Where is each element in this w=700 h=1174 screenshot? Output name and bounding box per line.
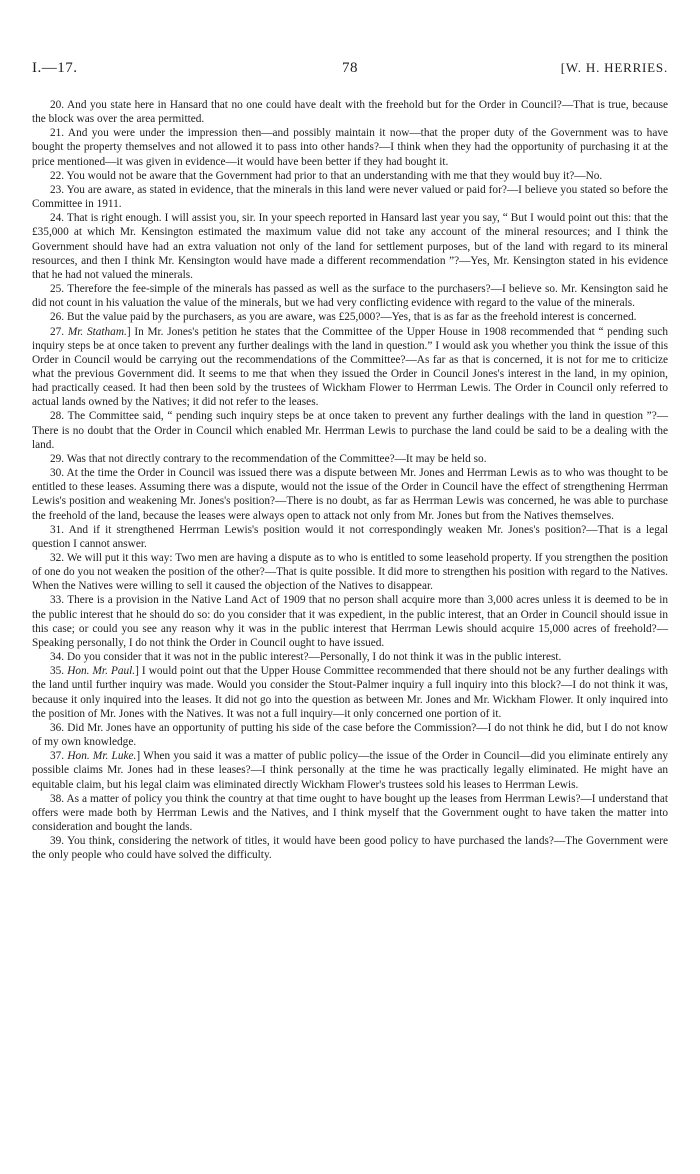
question-paragraph: 37. Hon. Mr. Luke.] When you said it was a matter of public policy—the issue of the Order in Council—did you eliminate entirely any possible claims Mr. Jones had in these leases?—I think personally at the time he was practically legally eliminated. He might have an equitable claim, but his legal claim was eliminated directly Wickham Flower's trustees sold his leases to Herrman Lewis. [32,750,668,791]
question-text: As a matter of policy you think the country at that time ought to have bought up the leases from Herrman Lewis?—I understand that offers were made both by Herrman Lewis and the Natives, and I think myself that the Government ought to have taken the matter into consideration and bought the lands. [32,792,668,833]
question-number: 38. [50,792,65,805]
question-paragraph: 27. Mr. Statham.] In Mr. Jones's petition he states that the Committee of the Upper House in 1908 recommended that “ pending such inquiry steps be at once taken to prevent any further dealings with the land in question.” I would ask you whether you think the issue of this Order in Council would be carrying out the recommendations of the Committee?—As far as that is concerned, it is not for me to criticize what the previous Government did. It seems to me that when they issued the Order in Council Jones's interest in the land, in my opinion, had practically ceased. It had then been sold by the trustees of Wickham Flower to Herrman Lewis. The Order in Council only referred to actual lands owned by the Natives; it did not refer to the leases. [32,325,669,409]
question-number: 33. [50,594,65,607]
question-text: Was that not directly contrary to the recommendation of the Committee?—It may be held so. [66,452,487,465]
page-header [32,60,668,77]
question-paragraph [32,169,668,183]
question-number: 32. [50,552,65,564]
question-number: 36. [50,721,65,734]
question-paragraph [32,650,668,664]
question-number: 24. [50,212,65,225]
question-paragraph [32,792,668,834]
question-number: 22. [50,169,65,182]
document-reference: I.—17. [32,60,78,76]
question-text: You would not be aware that the Government had prior to that an understanding with me that they would buy it?—No. [66,169,603,182]
question-paragraph [32,310,668,324]
question-number: 20. [50,99,65,111]
question-text: Therefore the fee-simple of the minerals has passed as well as the surface to the purchasers?—I believe so. Mr. Kensington said he did not count in his valuation the value of the minerals, but we had very conflicting evidence with regard to the value of the minerals. [32,283,669,310]
question-text: We will put it this way: Two men are having a dispute as to who is entitled to some leasehold property. If you strengthen the position of one do you not weaken the position of the other?—That is quite possible. It did more to strengthen his position with regard to the Natives. When the Natives were willing to sell it caused the objection of the Natives to disappear. [32,552,669,593]
question-text: But the value paid by the purchasers, as you are aware, was £25,000?—Yes, that is as far as the freehold interest is concerned. [66,311,637,324]
question-paragraph [32,452,668,466]
question-paragraph [32,126,668,168]
question-text: At the time the Order in Council was issued there was a dispute between Mr. Jones and Herrman Lewis as to who was thought to be entitled to these leases. Assuming there was a dispute, would not the issue of the Order in Council have the effect of strengthening Herrman Lewis's position and weakening Mr. Jones's position?—There is no doubt, as far as Herrman Lewis was concerned, he was able to purchase the freehold of the land, because the leases were always open to attack not only from Mr. Jones but from the Natives themselves. [32,467,669,522]
question-number: 27. [50,325,65,338]
page-number: 78 [342,60,358,76]
question-number: 23. [50,183,65,196]
question-number: 39. [50,835,65,848]
question-text: And you were under the impression then—and possibly maintain it now—that the proper duty of the Government was to have bought the property themselves and not allowed it to pass into other hands?—I think when they had the opportunity of purchasing it at the price mentioned—it was given in evidence—it would have been better if they had bought it. [32,127,668,168]
question-text: And you state here in Hansard that no one could have dealt with the freehold but for the Order in Council?—That is true, because the block was over the area permitted. [32,99,669,126]
question-paragraph [32,282,668,310]
question-number: 35. [50,665,65,678]
question-text: Do you consider that it was not in the public interest?—Personally, I do not think it was in the public interest. [66,651,562,664]
question-number: 21. [50,127,65,140]
question-paragraph [32,834,668,862]
question-number: 31. [50,523,65,536]
question-paragraph [32,466,668,523]
question-number: 34. [50,651,65,664]
question-number: 37. [50,750,65,763]
speaker-name: Mr. Statham. [67,325,127,338]
question-number: 30. [50,467,65,480]
question-paragraph [32,551,668,593]
question-number: 28. [50,410,65,423]
question-text: In Mr. Jones's petition he states that the Committee of the Upper House in 1908 recommended that “ pending such inquiry steps be at once taken to prevent any further dealings with the land in question.” I would ask you whether you think the issue of this Order in Council would be carrying out the recommendations of the Committee?—As far as that is concerned, it is not for me to criticize what the previous Government did. It seems to me that when they issued the Order in Council Jones's interest in the land, in my opinion, had practically ceased. It had then been sold by the trustees of Wickham Flower to Herrman Lewis. The Order in Council only referred to actual lands owned by the Natives; it did not refer to the leases. [32,325,669,409]
question-text: That is right enough. I will assist you, sir. In your speech reported in Hansard last year you say, “ But I would point out this: that the £35,000 at which Mr. Kensington estimated the maximum value did not take any account of the mineral resources; and I think the Government should have had an extra valuation not only of the land for settlement purposes, but of the land with regard to its mineral resources, and then I think Mr. Kensington would have made a different recommendation ”?—Yes, Mr. Kensington stated in his evidence that he had not valued the minerals. [32,212,668,281]
question-text: And if it strengthened Herrman Lewis's position would it not correspondingly weaken Mr. Jones's position?—That is a legal question I cannot answer. [32,523,668,550]
question-paragraph [32,98,668,126]
question-text: Did Mr. Jones have an opportunity of putting his side of the case before the Commission?—I do not think he did, but I do not know of my own knowledge. [32,721,668,749]
question-text: There is a provision in the Native Land Act of 1909 that no person shall acquire more than 3,000 acres unless it is deemed to be in the public interest that he should do so: do you consider that it was expedient, in the public interest, that an Order in Council should issue in this case; or could you see any reason why it was in the public interest that Herrman Lewis should acquire 15,000 acres of freehold?—Speaking personally, I do not think the Order in Council ought to have issued. [32,594,668,649]
question-number: 29. [50,452,65,465]
question-paragraph [32,721,668,749]
question-paragraph [32,211,668,282]
question-number: 25. [50,283,65,296]
question-text: When you said it was a matter of public policy—the issue of the Order in Council—did you eliminate entirely any possible claims Mr. Jones had in these leases?—I think personally at the time he was practically legally eliminated. He might have an equitable claim, but his legal claim was eliminated directly Wickham Flower's trustees sold his leases to Herrman Lewis. [32,750,668,791]
question-text: You think, considering the network of titles, it would have been good policy to have purchased the lands?—The Government were the only people who could have solved the difficulty. [32,835,668,862]
evidence-body [32,98,668,862]
speaker-name: Hon. Mr. Paul. [67,665,136,678]
question-number: 26. [50,311,65,324]
speaker-name: Hon. Mr. Luke. [67,750,137,763]
document-page [32,60,668,862]
question-paragraph: 35. Hon. Mr. Paul.] I would point out that the Upper House Committee recommended that there should not be any further dealings with the land until further inquiry was made. Would you consider the Stout-Palmer inquiry a full inquiry into this block?—I do not think it was, because it only inquired into the leases. It did not go into the question as between Mr. Jones and Mr. Wickham Flower. It only inquired into the position of Mr. Jones with the Natives. It was not a full inquiry—it only concerned one portion of it. [32,665,669,720]
witness-name: [W. H. HERRIES. [560,60,668,75]
question-paragraph [32,523,668,551]
question-text: You are aware, as stated in evidence, that the minerals in this land were never valued or paid for?—I believe you stated so before the Committee in 1911. [32,183,668,211]
question-paragraph [32,409,668,451]
question-paragraph [32,183,668,211]
question-paragraph [32,593,668,650]
question-text: The Committee said, “ pending such inquiry steps be at once taken to prevent any further dealings with the land in question ”?—There is no doubt that the Order in Council which enabled Mr. Herrman Lewis to purchase the land could be said to be a dealing with the land. [32,410,669,451]
question-text: I would point out that the Upper House Committee recommended that there should not be any further dealings with the land until further inquiry was made. Would you consider the Stout-Palmer inquiry a full inquiry into this block?—I do not think it was, because it only inquired into the leases. It did not go into the question as between Mr. Jones and Mr. Wickham Flower. It only inquired into the position of Mr. Jones with the Natives. It was not a full inquiry—it only concerned one portion of it. [32,665,669,720]
